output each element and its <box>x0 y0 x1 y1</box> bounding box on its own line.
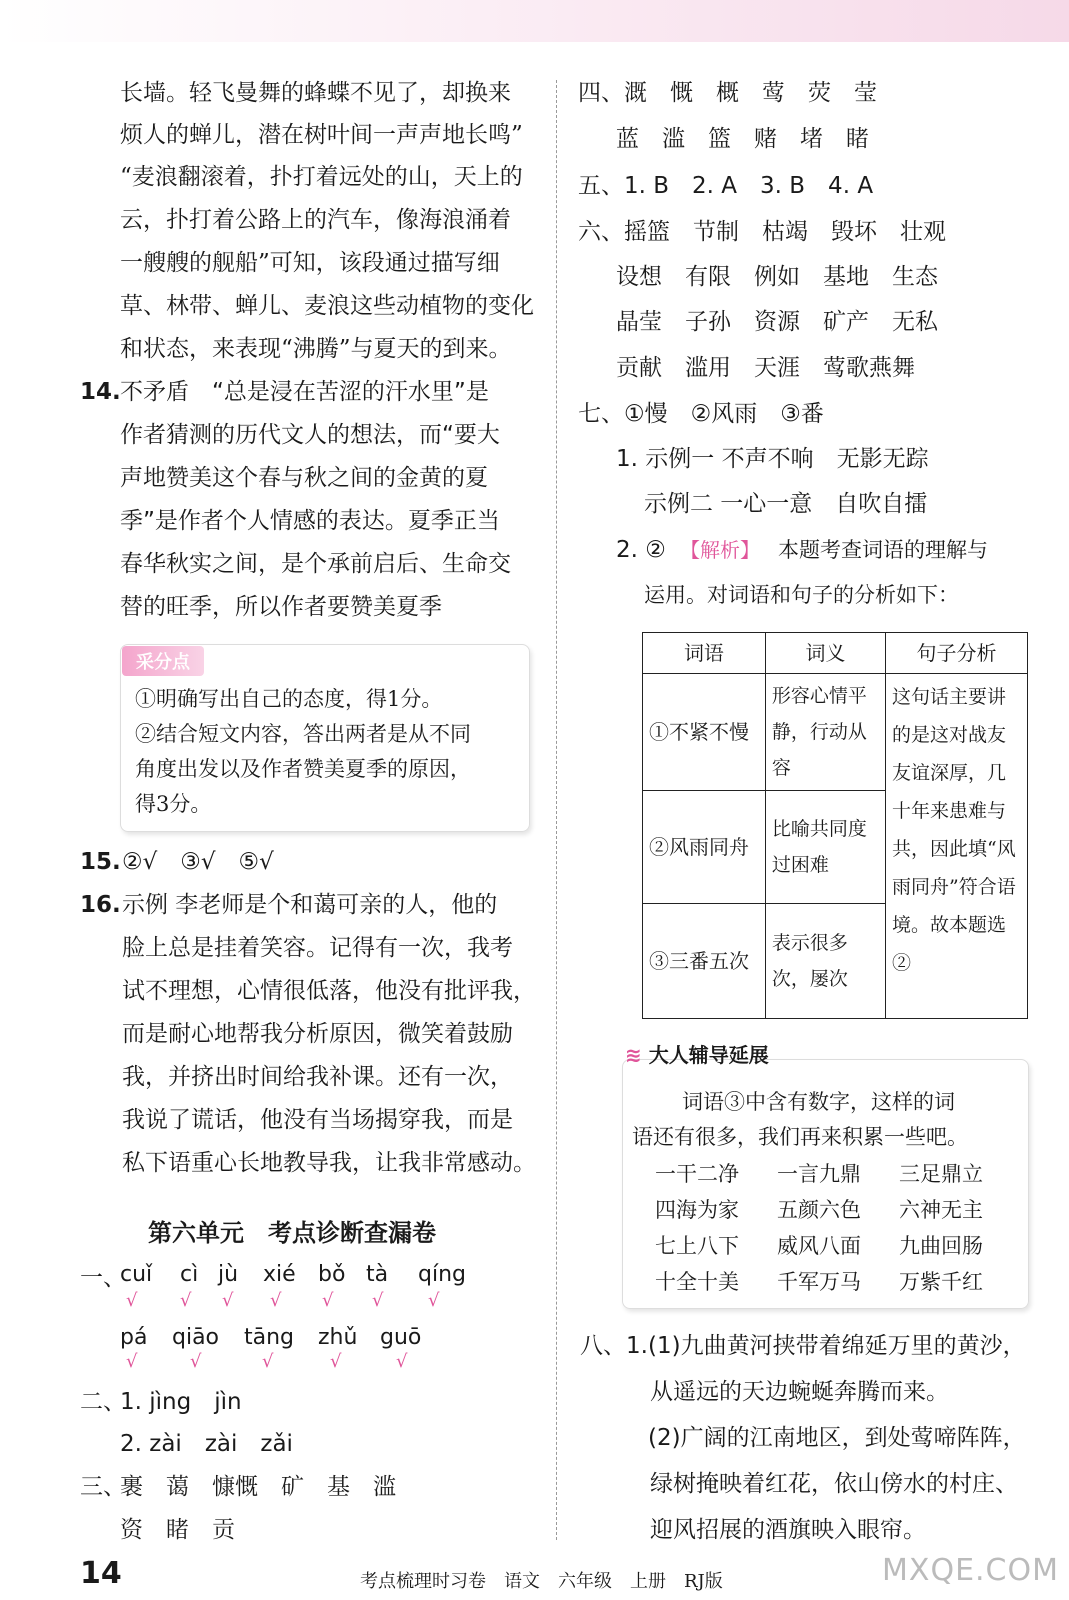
question-number-14: 14. <box>80 379 121 405</box>
section-6-row: 贡献 滥用 天涯 莺歌燕舞 <box>616 355 915 381</box>
section-7-1b: 示例二 一心一意 自吹自擂 <box>644 491 928 517</box>
check-mark: √ <box>396 1351 408 1372</box>
extension-intro: 词语③中含有数字，这样的词 <box>682 1090 955 1114</box>
check-mark: √ <box>270 1290 282 1311</box>
pinyin-item: pá <box>120 1325 148 1350</box>
pinyin-item: qiāo <box>172 1325 220 1350</box>
idiom: 九曲回肠 <box>899 1234 983 1258</box>
idiom: 七上八下 <box>655 1234 739 1258</box>
pinyin-item: guō <box>380 1325 422 1350</box>
section-7-2-number: 2. ② <box>616 537 666 563</box>
section-8-line: (2)广阔的江南地区，到处莺啼阵阵， <box>648 1425 1026 1451</box>
section-5: 五、1. B 2. A 3. B 4. A <box>578 173 874 199</box>
score-point-line: ①明确写出自己的态度，得1分。 <box>135 687 443 711</box>
check-mark: √ <box>330 1351 342 1372</box>
section-8-line: 迎风招展的酒旗映入眼帘。 <box>650 1517 926 1543</box>
table-cell-meaning: 比喻共同度过困难 <box>765 791 885 904</box>
answer-16-line: 试不理想，心情很低落，他没有批评我， <box>122 978 536 1004</box>
table-cell-meaning: 表示很多次，屡次 <box>765 904 885 1019</box>
section-8-line: 绿树掩映着红花，依山傍水的村庄、 <box>650 1471 1018 1497</box>
idiom: 三足鼎立 <box>899 1162 983 1186</box>
section-2-item-2: 2. zài zài zǎi <box>120 1431 293 1457</box>
answer-13-line: 云，扑打着公路上的汽车，像海浪涌着 <box>120 207 511 233</box>
column-divider <box>556 80 557 1540</box>
answer-13-line: 和状态，来表现“沸腾”与夏天的到来。 <box>120 336 512 362</box>
pinyin-item: cì <box>180 1262 199 1287</box>
answer-13-line: “麦浪翻滚着，扑打着远处的山，天上的 <box>120 164 523 190</box>
check-mark: √ <box>372 1290 384 1311</box>
check-mark: √ <box>428 1290 440 1311</box>
table-cell-meaning: 形容心情平静，行动从容 <box>765 674 885 791</box>
footer-text: 考点梳理时习卷 语文 六年级 上册 RJ版 <box>360 1571 723 1592</box>
unit-title: 第六单元 考点诊断查漏卷 <box>148 1219 436 1247</box>
answer-13-line: 草、林带、蝉儿、麦浪这些动植物的变化 <box>120 293 534 319</box>
answer-13-line: 烦人的蝉儿，潜在树叶间一声声地长鸣” <box>120 122 523 148</box>
pinyin-item: tà <box>366 1262 389 1287</box>
answer-13-line: 长墙。轻飞曼舞的蜂蝶不见了，却换来 <box>120 80 511 106</box>
score-point-line: 得3分。 <box>135 792 212 816</box>
pinyin-item: xié <box>263 1262 296 1287</box>
answer-14-line: 不矛盾 “总是浸在苦涩的汗水里”是 <box>120 379 489 405</box>
answer-16-line: 而是耐心地帮我分析原因，微笑着鼓励 <box>122 1021 513 1047</box>
answer-14-line: 春华秋实之间，是个承前启后、生命交 <box>120 551 511 577</box>
section-7-2-text: 本题考查词语的理解与 <box>778 538 988 562</box>
pinyin-item: bǒ <box>318 1262 346 1287</box>
idiom: 五颜六色 <box>777 1198 861 1222</box>
table-header: 句子分析 <box>886 633 1028 674</box>
pinyin-item: zhǔ <box>318 1325 358 1350</box>
check-mark: √ <box>126 1290 138 1311</box>
answer-16-line: 我，并挤出时间给我补课。还有一次， <box>122 1064 513 1090</box>
answer-14-line: 作者猜测的历代文人的想法，而“要大 <box>120 422 500 448</box>
answer-16-line: 脸上总是挂着笑容。记得有一次，我考 <box>122 935 513 961</box>
table-header-row <box>643 633 1028 674</box>
idiom: 万紫千红 <box>899 1270 983 1294</box>
pinyin-item: cuǐ <box>120 1262 153 1287</box>
extension-intro: 语还有很多，我们再来积累一些吧。 <box>632 1125 968 1149</box>
analysis-table <box>642 632 1028 1019</box>
table-header: 词义 <box>765 633 885 674</box>
answer-14-line: 声地赞美这个春与秋之间的金黄的夏 <box>120 465 488 491</box>
answer-14-line: 季”是作者个人情感的表达。夏季正当 <box>120 508 500 534</box>
header-band <box>0 0 1069 42</box>
check-mark: √ <box>322 1290 334 1311</box>
pinyin-item: jù <box>218 1262 239 1287</box>
section-1-label: 一、 <box>80 1265 126 1291</box>
wave-icon: ≋ <box>625 1043 649 1067</box>
section-7-2-text: 运用。对词语和句子的分析如下： <box>644 583 959 607</box>
score-point-line: ②结合短文内容，答出两者是从不同 <box>135 722 471 746</box>
section-6-row: 晶莹 子孙 资源 矿产 无私 <box>616 309 938 335</box>
table-row <box>643 674 1028 791</box>
section-2-label: 二、 <box>80 1389 126 1415</box>
table-cell-word: ②风雨同舟 <box>643 791 766 904</box>
section-2-item-1: 1. jìng jìn <box>120 1389 242 1415</box>
section-7: 七、①慢 ②风雨 ③番 <box>578 401 824 427</box>
section-4-row: 蓝 滥 篮 赌 堵 睹 <box>616 126 869 152</box>
idiom: 一干二净 <box>655 1162 739 1186</box>
page-number: 14 <box>80 1556 122 1591</box>
watermark: MXQE.COM <box>882 1553 1059 1588</box>
section-6-row: 设想 有限 例如 基地 生态 <box>616 264 938 290</box>
section-3-label: 三、 <box>80 1474 126 1500</box>
section-7-1a: 1. 示例一 不声不响 无影无踪 <box>616 446 929 472</box>
table-cell-word: ③三番五次 <box>643 904 766 1019</box>
table-cell-word: ①不紧不慢 <box>643 674 766 791</box>
answer-16-line: 私下语重心长地教导我，让我非常感动。 <box>122 1150 536 1176</box>
check-mark: √ <box>190 1351 202 1372</box>
table-header: 词语 <box>643 633 766 674</box>
score-points-tag: 采分点 <box>122 646 204 676</box>
answer-15: ②√ ③√ ⑤√ <box>122 849 274 875</box>
question-number-15: 15. <box>80 849 121 875</box>
idiom: 千军万马 <box>777 1270 861 1294</box>
idiom: 四海为家 <box>655 1198 739 1222</box>
check-mark: √ <box>222 1290 234 1311</box>
section-4-row: 四、溉 慨 概 莺 荧 莹 <box>578 80 877 106</box>
answer-14-line: 替的旺季，所以作者要赞美夏季 <box>120 594 442 620</box>
pinyin-item: tāng <box>244 1325 295 1350</box>
idiom: 一言九鼎 <box>777 1162 861 1186</box>
answer-13-line: 一艘艘的舰船”可知，该段通过描写细 <box>120 250 500 276</box>
extension-title: ≋ 大人辅导延展 <box>625 1043 769 1067</box>
section-3-row: 裹 蔼 慷慨 矿 基 滥 <box>120 1474 396 1500</box>
check-mark: √ <box>180 1290 192 1311</box>
question-number-16: 16. <box>80 892 121 918</box>
score-point-line: 角度出发以及作者赞美夏季的原因， <box>135 757 471 781</box>
check-mark: √ <box>262 1351 274 1372</box>
table-cell-analysis: 这句话主要讲的是这对战友友谊深厚，几十年来患难与共，因此填“风雨同舟”符合语境。故本题选② <box>886 674 1028 1019</box>
section-3-row: 资 睹 贡 <box>120 1517 235 1543</box>
section-8-label: 八、1. <box>580 1333 648 1359</box>
section-8-line: (1)九曲黄河挟带着绵延万里的黄沙， <box>648 1333 1026 1359</box>
idiom: 威风八面 <box>777 1234 861 1258</box>
answer-16-line: 我说了谎话，他没有当场揭穿我，而是 <box>122 1107 513 1133</box>
answer-16-line: 示例 李老师是个和蔼可亲的人，他的 <box>122 892 498 918</box>
pinyin-item: qíng <box>418 1262 466 1287</box>
section-6-row: 六、摇篮 节制 枯竭 毁坏 壮观 <box>578 219 946 245</box>
idiom: 六神无主 <box>899 1198 983 1222</box>
section-8-line: 从遥远的天边蜿蜒奔腾而来。 <box>650 1379 949 1405</box>
check-mark: √ <box>126 1351 138 1372</box>
idiom: 十全十美 <box>655 1270 739 1294</box>
analysis-tag: 【解析】 <box>680 538 760 562</box>
